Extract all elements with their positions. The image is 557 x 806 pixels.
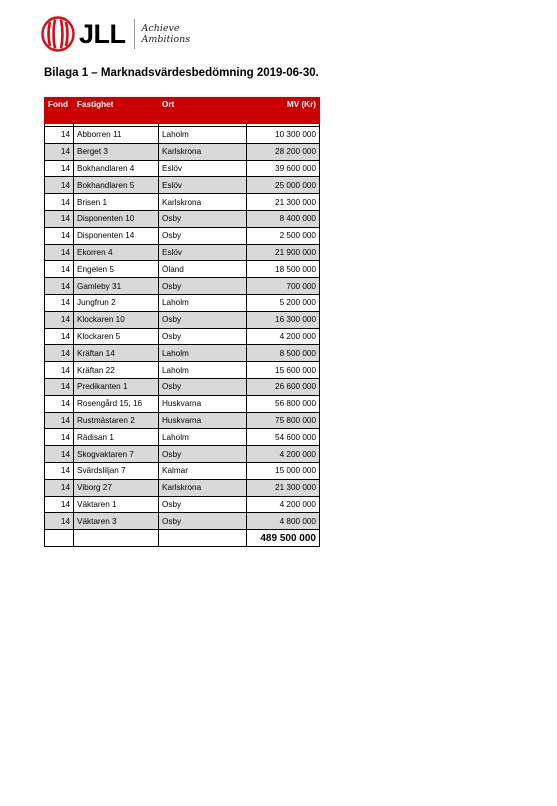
total-empty-cell (159, 530, 247, 547)
cell-fastighet: Kräftan 14 (74, 345, 159, 362)
cell-mv: 28 200 000 (247, 143, 320, 160)
total-row (45, 530, 320, 547)
cell-mv: 21 900 000 (247, 244, 320, 261)
cell-ort: Laholm (159, 429, 247, 446)
header-fond: Fond (45, 98, 74, 124)
cell-mv: 4 200 000 (247, 328, 320, 345)
cell-fastighet: Predikanten 1 (74, 378, 159, 395)
table-row (45, 127, 320, 144)
cell-fastighet: Svärdsliljan 7 (74, 462, 159, 479)
cell-fond: 14 (45, 496, 74, 513)
cell-fastighet: Klockaren 10 (74, 311, 159, 328)
table-row (45, 311, 320, 328)
table-row (45, 496, 320, 513)
logo-divider (134, 19, 135, 49)
cell-mv: 4 800 000 (247, 513, 320, 530)
cell-mv: 15 000 000 (247, 462, 320, 479)
cell-ort: Osby (159, 227, 247, 244)
cell-fond: 14 (45, 412, 74, 429)
cell-ort: Karlskrona (159, 194, 247, 211)
cell-fastighet: Rustmästaren 2 (74, 412, 159, 429)
header-ort: Ort (159, 98, 247, 124)
cell-mv: 21 300 000 (247, 479, 320, 496)
table-row (45, 462, 320, 479)
cell-fond: 14 (45, 294, 74, 311)
cell-ort: Laholm (159, 294, 247, 311)
cell-mv: 5 200 000 (247, 294, 320, 311)
table-row (45, 143, 320, 160)
cell-mv: 8 500 000 (247, 345, 320, 362)
total-empty-cell (45, 530, 74, 547)
table-row (45, 446, 320, 463)
cell-ort: Osby (159, 311, 247, 328)
table-row (45, 210, 320, 227)
cell-fond: 14 (45, 429, 74, 446)
cell-fond: 14 (45, 160, 74, 177)
cell-fastighet: Rädisan 1 (74, 429, 159, 446)
cell-mv: 10 300 000 (247, 127, 320, 144)
table-row (45, 278, 320, 295)
table-row (45, 362, 320, 379)
table-row (45, 160, 320, 177)
cell-fond: 14 (45, 462, 74, 479)
cell-mv: 15 600 000 (247, 362, 320, 379)
cell-mv: 75 800 000 (247, 412, 320, 429)
table-row (45, 244, 320, 261)
cell-ort: Laholm (159, 127, 247, 144)
cell-fond: 14 (45, 395, 74, 412)
cell-fastighet: Ekorren 4 (74, 244, 159, 261)
cell-fond: 14 (45, 362, 74, 379)
table-header-row (45, 98, 320, 124)
jll-logo (41, 16, 190, 52)
cell-fond: 14 (45, 479, 74, 496)
cell-fastighet: Rosengård 15, 16 (74, 395, 159, 412)
cell-fastighet: Väktaren 3 (74, 513, 159, 530)
table-row (45, 261, 320, 278)
cell-ort: Osby (159, 278, 247, 295)
cell-ort: Laholm (159, 345, 247, 362)
cell-mv: 4 200 000 (247, 496, 320, 513)
cell-fond: 14 (45, 227, 74, 244)
cell-fond: 14 (45, 177, 74, 194)
cell-fastighet: Disponenten 10 (74, 210, 159, 227)
cell-mv: 21 300 000 (247, 194, 320, 211)
cell-fond: 14 (45, 244, 74, 261)
cell-ort: Eslöv (159, 177, 247, 194)
cell-fastighet: Gamleby 31 (74, 278, 159, 295)
cell-fastighet: Bokhandlaren 5 (74, 177, 159, 194)
header-mv: MV (Kr) (247, 98, 320, 124)
cell-ort: Osby (159, 328, 247, 345)
cell-ort: Osby (159, 513, 247, 530)
cell-mv: 39 600 000 (247, 160, 320, 177)
cell-fond: 14 (45, 194, 74, 211)
cell-ort: Osby (159, 496, 247, 513)
cell-fastighet: Disponenten 14 (74, 227, 159, 244)
table-row (45, 345, 320, 362)
cell-fastighet: Brisen 1 (74, 194, 159, 211)
cell-fond: 14 (45, 261, 74, 278)
cell-ort: Laholm (159, 362, 247, 379)
cell-fond: 14 (45, 345, 74, 362)
table-row (45, 378, 320, 395)
cell-fond: 14 (45, 210, 74, 227)
cell-ort: Huskvarna (159, 412, 247, 429)
cell-fond: 14 (45, 143, 74, 160)
cell-ort: Osby (159, 378, 247, 395)
jll-flame-icon (41, 16, 75, 52)
valuation-table (44, 97, 320, 547)
cell-mv: 26 600 000 (247, 378, 320, 395)
header-fastighet: Fastighet (74, 98, 159, 124)
cell-fastighet: Skogvaktaren 7 (74, 446, 159, 463)
cell-fond: 14 (45, 127, 74, 144)
cell-fastighet: Berget 3 (74, 143, 159, 160)
cell-mv: 54 600 000 (247, 429, 320, 446)
cell-fond: 14 (45, 328, 74, 345)
cell-ort: Karlskrona (159, 479, 247, 496)
cell-fond: 14 (45, 446, 74, 463)
cell-fond: 14 (45, 311, 74, 328)
cell-mv: 16 300 000 (247, 311, 320, 328)
cell-fastighet: Klockaren 5 (74, 328, 159, 345)
cell-ort: Öland (159, 261, 247, 278)
table-row (45, 429, 320, 446)
cell-mv: 2 500 000 (247, 227, 320, 244)
cell-mv: 4 200 000 (247, 446, 320, 463)
cell-fastighet: Kräftan 22 (74, 362, 159, 379)
table-row (45, 227, 320, 244)
cell-mv: 56 800 000 (247, 395, 320, 412)
total-value: 489 500 000 (247, 530, 320, 547)
cell-mv: 700 000 (247, 278, 320, 295)
cell-ort: Osby (159, 446, 247, 463)
cell-fond: 14 (45, 278, 74, 295)
cell-fond: 14 (45, 378, 74, 395)
cell-ort: Karlskrona (159, 143, 247, 160)
cell-fastighet: Väktaren 1 (74, 496, 159, 513)
table-row (45, 194, 320, 211)
cell-mv: 25 000 000 (247, 177, 320, 194)
logo-tagline: Achieve Ambitions (141, 23, 191, 45)
cell-ort: Eslöv (159, 160, 247, 177)
cell-fastighet: Bokhandlaren 4 (74, 160, 159, 177)
table-row (45, 395, 320, 412)
table-row (45, 177, 320, 194)
cell-ort: Eslöv (159, 244, 247, 261)
table-row (45, 328, 320, 345)
page-title: Bilaga 1 – Marknadsvärdesbedömning 2019-06-30. (44, 67, 319, 79)
cell-fastighet: Jungfrun 2 (74, 294, 159, 311)
table-row (45, 412, 320, 429)
cell-ort: Kalmar (159, 462, 247, 479)
table-row (45, 294, 320, 311)
cell-mv: 18 500 000 (247, 261, 320, 278)
table-row (45, 479, 320, 496)
total-empty-cell (74, 530, 159, 547)
cell-mv: 8 400 000 (247, 210, 320, 227)
logo-brand: JLL (79, 19, 126, 49)
cell-fastighet: Viborg 27 (74, 479, 159, 496)
cell-fastighet: Engelen 5 (74, 261, 159, 278)
cell-fastighet: Abborren 11 (74, 127, 159, 144)
cell-ort: Osby (159, 210, 247, 227)
table-row (45, 513, 320, 530)
cell-ort: Huskvarna (159, 395, 247, 412)
cell-fond: 14 (45, 513, 74, 530)
